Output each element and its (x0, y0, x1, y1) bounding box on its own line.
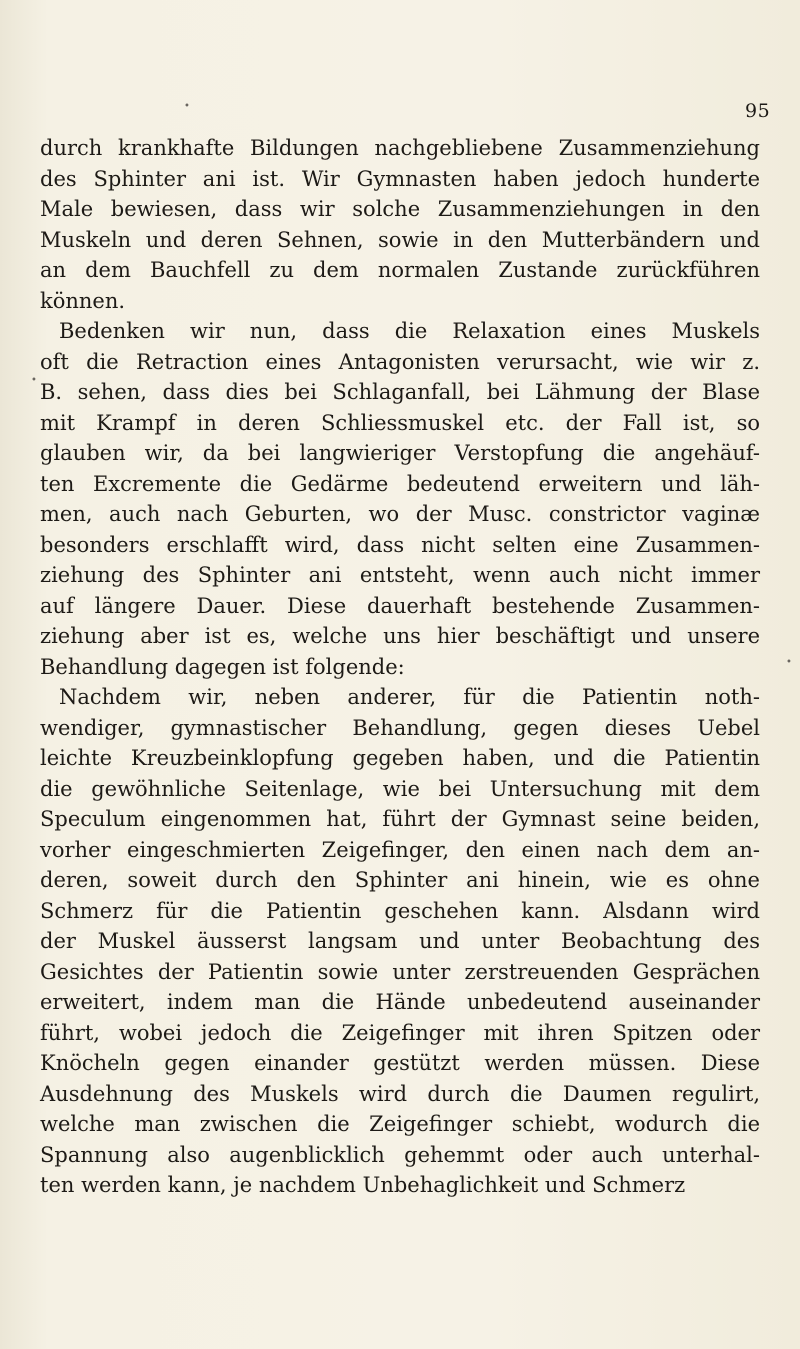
text-line: besonders erschlafft wird, dass nicht selten eine Zusammen- (40, 532, 760, 557)
text-line: Bedenken wir nun, dass die Relaxation eines Muskels (59, 319, 760, 343)
text-line: Muskeln und deren Sehnen, sowie in den Mutterbändern und (40, 227, 760, 252)
text-line: welche man zwischen die Zeigefinger schiebt, wodurch die (40, 1112, 760, 1136)
text-line: glauben wir, da bei langwieriger Verstopfung die angehäuf- (40, 441, 760, 465)
margin-dot: • (786, 657, 792, 668)
text-line: deren, soweit durch den Sphinter ani hinein, wie es ohne (40, 868, 760, 892)
text-line: Spannung also augenblicklich gehemmt oder auch unterhal- (40, 1142, 760, 1167)
text-line: des Sphinter ani ist. Wir Gymnasten haben jedoch hunderte (40, 166, 760, 191)
text-line: führt, wobei jedoch die Zeigefinger mit ihren Spitzen oder (40, 1020, 760, 1045)
text-line: Gesichtes der Patientin sowie unter zerstreuenden Gesprächen (40, 959, 760, 984)
body-text (40, 133, 760, 1201)
text-line: auf längere Dauer. Diese dauerhaft bestehende Zusammen- (40, 593, 760, 618)
text-line: ziehung aber ist es, welche uns hier beschäftigt und unsere (40, 624, 760, 648)
text-line: ziehung des Sphinter ani entsteht, wenn auch nicht immer (40, 563, 760, 587)
text-line: ten Excremente die Gedärme bedeutend erweitern und läh- (40, 471, 760, 496)
text-line: Schmerz für die Patientin geschehen kann. Alsdann wird (40, 898, 760, 923)
text-line: B. sehen, dass dies bei Schlaganfall, bei Lähmung der Blase (40, 380, 760, 404)
text-line: oft die Retraction eines Antagonisten verursacht, wie wir z. (40, 349, 760, 374)
text-line: men, auch nach Geburten, wo der Musc. constrictor vaginæ (40, 502, 760, 526)
text-line: Male bewiesen, dass wir solche Zusammenziehungen in den (40, 197, 760, 221)
text-line: an dem Bauchfell zu dem normalen Zustande zurückführen (40, 258, 760, 282)
text-line: erweitert, indem man die Hände unbedeutend auseinander (40, 990, 760, 1014)
text-line: durch krankhafte Bildungen nachgebliebene Zusammenziehung (40, 136, 760, 160)
text-line: vorher eingeschmierten Zeigefinger, den einen nach dem an- (40, 837, 760, 862)
text-line: ten werden kann, je nachdem Unbehaglichkeit und Schmerz (40, 1173, 686, 1197)
margin-dot: • (31, 375, 37, 386)
text-line: wendiger, gymnastischer Behandlung, gegen dieses Uebel (40, 715, 760, 740)
text-line: können. (40, 288, 126, 313)
margin-dot: • (184, 101, 190, 112)
text-line: Speculum eingenommen hat, führt der Gymnast seine beiden, (40, 807, 760, 831)
text-line: Nachdem wir, neben anderer, für die Patientin noth- (59, 685, 760, 709)
text-line: die gewöhnliche Seitenlage, wie bei Untersuchung mit dem (40, 776, 760, 801)
text-line: der Muskel äusserst langsam und unter Beobachtung des (40, 929, 760, 953)
page-number: 95 (745, 100, 771, 122)
text-line: mit Krampf in deren Schliessmuskel etc. der Fall ist, so (40, 410, 760, 435)
text-line: leichte Kreuzbeinklopfung gegeben haben, und die Patientin (40, 746, 760, 770)
text-line: Behandlung dagegen ist folgende: (40, 654, 405, 679)
text-line: Knöcheln gegen einander gestützt werden müssen. Diese (40, 1051, 760, 1075)
text-line: Ausdehnung des Muskels wird durch die Daumen regulirt, (40, 1081, 760, 1106)
